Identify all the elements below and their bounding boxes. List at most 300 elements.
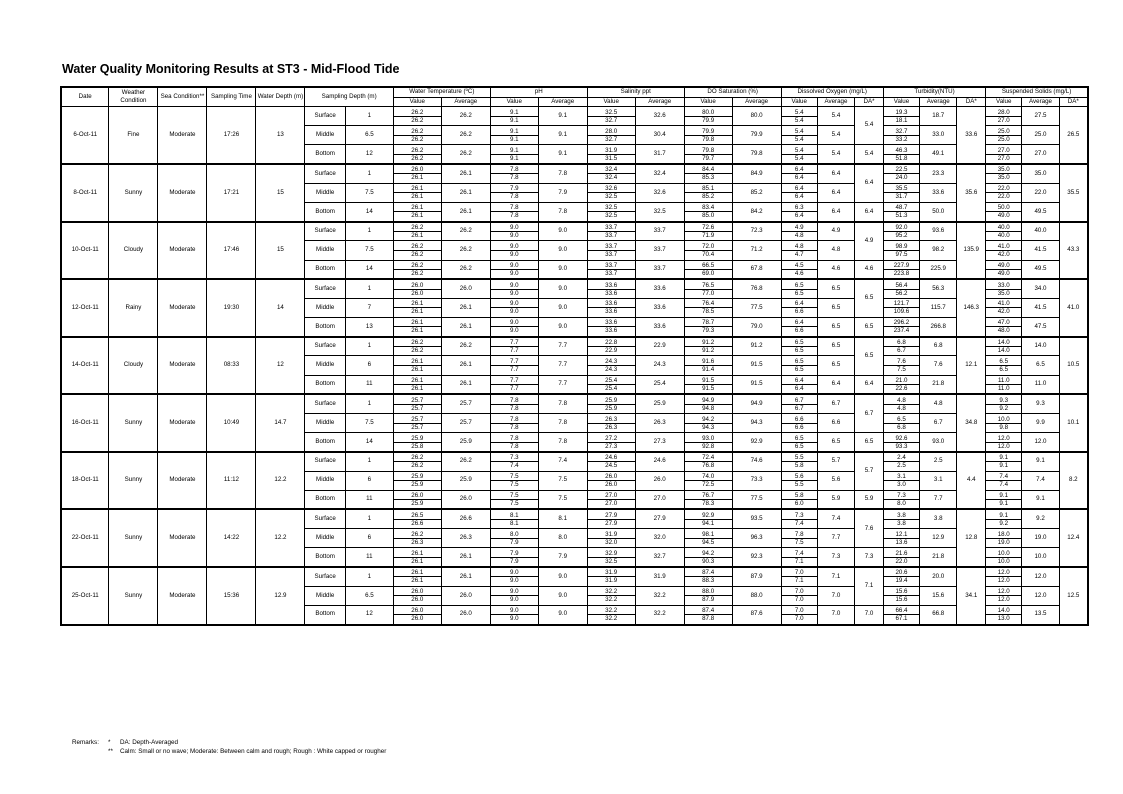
ss-avg-cell: 9.2 bbox=[1022, 509, 1059, 528]
ph-values-2: 9.0 bbox=[509, 327, 519, 335]
do-da-bottom-cell: 5.9 bbox=[855, 490, 884, 509]
do-saturation-values-2: 85.3 bbox=[702, 174, 715, 182]
temp-values-2: 25.7 bbox=[411, 423, 424, 431]
depth-cell: 15 bbox=[256, 164, 305, 222]
salinity-values-1: 32.5 bbox=[588, 204, 635, 212]
level-cell: Surface bbox=[305, 509, 345, 528]
do-saturation-values-1: 91.5 bbox=[685, 377, 732, 385]
ph-values-2: 7.8 bbox=[509, 212, 519, 220]
do-saturation-values-2: 91.4 bbox=[702, 366, 715, 374]
ss-avg-cell: 6.5 bbox=[1022, 356, 1059, 375]
sampling-depth-cell: 1 bbox=[345, 107, 393, 126]
do-saturation-values-2: 94.5 bbox=[702, 538, 715, 546]
turbidity-values bbox=[883, 452, 919, 471]
salinity-values bbox=[587, 509, 635, 528]
turbidity-avg-cell: 21.8 bbox=[920, 548, 957, 567]
do-values bbox=[781, 452, 817, 471]
salinity-values-1: 33.6 bbox=[588, 300, 635, 308]
ph-values-1: 9.1 bbox=[491, 147, 538, 155]
ph-avg-cell: 9.0 bbox=[538, 605, 587, 624]
sea-cell: Moderate bbox=[158, 164, 207, 222]
ph-values-2: 9.0 bbox=[509, 577, 519, 585]
ph-values-1: 9.0 bbox=[491, 300, 538, 308]
do-values-1: 4.8 bbox=[782, 243, 817, 251]
temp-values bbox=[393, 586, 441, 605]
salinity-values-1: 27.0 bbox=[588, 492, 635, 500]
temp-avg-cell: 26.0 bbox=[441, 490, 490, 509]
do-values-1: 5.6 bbox=[782, 473, 817, 481]
date-cell: 10-Oct-11 bbox=[61, 222, 109, 280]
do-da-cell: 4.9 bbox=[855, 222, 884, 260]
sampling-depth-cell: 6 bbox=[345, 471, 393, 490]
do-values-1: 6.4 bbox=[782, 377, 817, 385]
do-saturation-values-1: 66.5 bbox=[685, 262, 732, 270]
do-saturation-avg-cell: 94.3 bbox=[732, 414, 781, 433]
temp-values-1: 26.1 bbox=[394, 377, 441, 385]
do-saturation-avg-cell: 76.8 bbox=[732, 279, 781, 298]
ph-values bbox=[490, 356, 538, 375]
turbidity-values-2: 33.2 bbox=[895, 135, 908, 143]
do-values-1: 6.6 bbox=[782, 416, 817, 424]
ph-values bbox=[490, 529, 538, 548]
turbidity-avg-cell: 15.6 bbox=[920, 586, 957, 605]
ss-values-2: 13.0 bbox=[997, 615, 1010, 623]
turbidity-values bbox=[883, 433, 919, 452]
ss-values-2: 9.1 bbox=[999, 500, 1009, 508]
do-avg-cell: 7.7 bbox=[817, 529, 854, 548]
salinity-avg-cell: 33.7 bbox=[635, 260, 684, 279]
ss-values-1: 22.0 bbox=[986, 185, 1021, 193]
ss-da-cell: 8.2 bbox=[1059, 452, 1088, 510]
salinity-values bbox=[587, 107, 635, 126]
do-saturation-avg-cell: 74.6 bbox=[732, 452, 781, 471]
ss-values-1: 9.1 bbox=[986, 492, 1021, 500]
do-saturation-values-1: 72.0 bbox=[685, 243, 732, 251]
ph-avg-cell: 7.4 bbox=[538, 452, 587, 471]
do-saturation-header: DO Saturation (%) bbox=[684, 87, 781, 97]
turbidity-values bbox=[883, 567, 919, 586]
turbidity-values bbox=[883, 126, 919, 145]
ss-da-cell: 43.3 bbox=[1059, 222, 1088, 280]
do-values-1: 6.5 bbox=[782, 282, 817, 290]
salinity-avg-cell: 33.7 bbox=[635, 222, 684, 241]
do-values-1: 6.5 bbox=[782, 358, 817, 366]
sea-cell: Moderate bbox=[158, 567, 207, 625]
do-saturation-avg-cell: 77.5 bbox=[732, 490, 781, 509]
turbidity-values-1: 296.2 bbox=[884, 319, 919, 327]
temp-values bbox=[393, 490, 441, 509]
temp-values-1: 26.2 bbox=[394, 243, 441, 251]
turbidity-values-2: 15.6 bbox=[895, 596, 908, 604]
salinity-values-1: 32.2 bbox=[588, 588, 635, 596]
remark-text: Calm: Small or no wave; Moderate: Between calm and rough; Rough : White capped or rougher bbox=[120, 748, 387, 755]
table-row bbox=[61, 164, 1088, 183]
do-saturation-values-1: 83.4 bbox=[685, 204, 732, 212]
do-da-cell: 6.7 bbox=[855, 394, 884, 432]
salinity-values-2: 33.7 bbox=[605, 250, 618, 258]
depth-cell: 12.2 bbox=[256, 509, 305, 567]
temp-avg-cell: 26.1 bbox=[441, 567, 490, 586]
ss-avg-cell: 35.0 bbox=[1022, 164, 1059, 183]
do-saturation-values-2: 69.0 bbox=[702, 269, 715, 277]
do-saturation-values-2: 77.0 bbox=[702, 289, 715, 297]
do-avg-cell: 5.4 bbox=[817, 126, 854, 145]
ss-values bbox=[986, 471, 1022, 490]
do-saturation-values-2: 78.3 bbox=[702, 500, 715, 508]
ss-values bbox=[986, 394, 1022, 413]
ph-values bbox=[490, 433, 538, 452]
ss-values bbox=[986, 107, 1022, 126]
temp-avg-cell: 26.2 bbox=[441, 452, 490, 471]
turbidity-values bbox=[883, 183, 919, 202]
temp-values-1: 26.2 bbox=[394, 262, 441, 270]
do-avg-cell: 6.4 bbox=[817, 164, 854, 183]
salinity-values-1: 32.6 bbox=[588, 185, 635, 193]
do-saturation-values bbox=[684, 241, 732, 260]
do-saturation-values-1: 72.6 bbox=[685, 224, 732, 232]
salinity-avg-cell: 25.9 bbox=[635, 394, 684, 413]
do-saturation-values-1: 92.9 bbox=[685, 512, 732, 520]
do-avg-cell: 5.9 bbox=[817, 490, 854, 509]
do-saturation-values bbox=[684, 605, 732, 624]
temp-values-1: 25.9 bbox=[394, 435, 441, 443]
do-saturation-avg-cell: 79.0 bbox=[732, 318, 781, 337]
salinity-avg-cell: 30.4 bbox=[635, 126, 684, 145]
time-cell: 17:46 bbox=[207, 222, 256, 280]
do-values-2: 6.5 bbox=[794, 442, 804, 450]
salinity-values bbox=[587, 414, 635, 433]
ss-values-2: 27.0 bbox=[997, 154, 1010, 162]
date-cell: 18-Oct-11 bbox=[61, 452, 109, 510]
salinity-values-1: 31.9 bbox=[588, 147, 635, 155]
ph-values-1: 8.0 bbox=[491, 531, 538, 539]
do-saturation-values-2: 70.4 bbox=[702, 250, 715, 258]
do-saturation-values-1: 76.5 bbox=[685, 282, 732, 290]
ph-values-2: 9.1 bbox=[509, 116, 519, 124]
turbidity-avg-cell: 50.0 bbox=[920, 202, 957, 221]
date-cell: 12-Oct-11 bbox=[61, 279, 109, 337]
ph-values-2: 7.8 bbox=[509, 193, 519, 201]
do-values-1: 7.4 bbox=[782, 550, 817, 558]
do-values-2: 7.1 bbox=[794, 577, 804, 585]
temp-values-2: 26.2 bbox=[411, 135, 424, 143]
salinity-avg-cell: 32.6 bbox=[635, 183, 684, 202]
ph-values bbox=[490, 394, 538, 413]
do-saturation-avg-cell: 84.2 bbox=[732, 202, 781, 221]
ph-values bbox=[490, 471, 538, 490]
ss-values-1: 14.0 bbox=[986, 607, 1021, 615]
sampling-depth-cell: 11 bbox=[345, 375, 393, 394]
do-values-2: 5.8 bbox=[794, 462, 804, 470]
sampling-depth-cell: 1 bbox=[345, 452, 393, 471]
time-header: Sampling Time bbox=[207, 87, 256, 107]
ph-values-2: 7.5 bbox=[509, 500, 519, 508]
ph-values-1: 7.8 bbox=[491, 397, 538, 405]
ph-values bbox=[490, 183, 538, 202]
do-values-1: 7.0 bbox=[782, 569, 817, 577]
ph-values bbox=[490, 202, 538, 221]
ss-avg-cell: 9.1 bbox=[1022, 452, 1059, 471]
sampling-depth-header: Sampling Depth (m) bbox=[305, 87, 393, 107]
ss-values bbox=[986, 298, 1022, 317]
ph-values-1: 7.7 bbox=[491, 339, 538, 347]
date-cell: 22-Oct-11 bbox=[61, 509, 109, 567]
temp-values bbox=[393, 202, 441, 221]
ss-avg-cell: 10.0 bbox=[1022, 548, 1059, 567]
do-saturation-values-1: 94.2 bbox=[685, 416, 732, 424]
temp-avg-cell: 26.2 bbox=[441, 337, 490, 356]
do-saturation-values bbox=[684, 452, 732, 471]
salinity-values-2: 26.0 bbox=[605, 481, 618, 489]
ss-values-1: 12.0 bbox=[986, 569, 1021, 577]
da-subheader: DA* bbox=[1059, 97, 1088, 107]
do-values-1: 5.8 bbox=[782, 492, 817, 500]
salinity-values-2: 25.9 bbox=[605, 404, 618, 412]
ss-values-1: 7.4 bbox=[986, 473, 1021, 481]
ph-values bbox=[490, 279, 538, 298]
do-values bbox=[781, 586, 817, 605]
do-avg-cell: 6.5 bbox=[817, 318, 854, 337]
depth-header: Water Depth (m) bbox=[256, 87, 305, 107]
ph-values bbox=[490, 337, 538, 356]
turbidity-values bbox=[883, 490, 919, 509]
table-body bbox=[61, 107, 1088, 625]
salinity-values bbox=[587, 433, 635, 452]
salinity-values-2: 32.5 bbox=[605, 212, 618, 220]
turbidity-values bbox=[883, 529, 919, 548]
salinity-values bbox=[587, 183, 635, 202]
da-subheader: DA* bbox=[957, 97, 986, 107]
ph-values bbox=[490, 548, 538, 567]
turbidity-avg-cell: 56.3 bbox=[920, 279, 957, 298]
do-values bbox=[781, 490, 817, 509]
temp-values bbox=[393, 605, 441, 624]
ph-values-2: 7.4 bbox=[509, 462, 519, 470]
temp-values-1: 26.0 bbox=[394, 492, 441, 500]
do-saturation-values-2: 79.9 bbox=[702, 116, 715, 124]
ss-values bbox=[986, 529, 1022, 548]
do-saturation-values-2: 72.5 bbox=[702, 481, 715, 489]
ss-da-cell: 12.5 bbox=[1059, 567, 1088, 625]
salinity-values-1: 27.2 bbox=[588, 435, 635, 443]
salinity-values bbox=[587, 222, 635, 241]
level-cell: Surface bbox=[305, 337, 345, 356]
do-values bbox=[781, 337, 817, 356]
temp-avg-cell: 26.2 bbox=[441, 126, 490, 145]
temp-values-2: 26.2 bbox=[411, 269, 424, 277]
depth-cell: 15 bbox=[256, 222, 305, 280]
ph-values-1: 9.0 bbox=[491, 607, 538, 615]
suspended-solids-header: Suspended Solids (mg/L) bbox=[986, 87, 1088, 97]
temp-values-2: 25.9 bbox=[411, 481, 424, 489]
ss-values-1: 12.0 bbox=[986, 435, 1021, 443]
do-values-2: 5.5 bbox=[794, 481, 804, 489]
temp-avg-cell: 26.2 bbox=[441, 107, 490, 126]
ph-avg-cell: 8.0 bbox=[538, 529, 587, 548]
turbidity-values-1: 6.5 bbox=[884, 416, 919, 424]
value-subheader: Value bbox=[684, 97, 732, 107]
turbidity-values-1: 98.9 bbox=[884, 243, 919, 251]
temp-values-1: 26.1 bbox=[394, 569, 441, 577]
ss-values-1: 27.0 bbox=[986, 147, 1021, 155]
salinity-values-2: 32.4 bbox=[605, 174, 618, 182]
turbidity-values-2: 6.8 bbox=[897, 423, 906, 431]
ph-values-2: 9.0 bbox=[509, 308, 519, 316]
do-avg-cell: 7.0 bbox=[817, 586, 854, 605]
do-values-1: 7.0 bbox=[782, 588, 817, 596]
do-saturation-values-2: 92.8 bbox=[702, 442, 715, 450]
ph-avg-cell: 7.8 bbox=[538, 202, 587, 221]
do-saturation-values-1: 98.1 bbox=[685, 531, 732, 539]
level-cell: Bottom bbox=[305, 145, 345, 164]
sampling-depth-cell: 1 bbox=[345, 394, 393, 413]
turbidity-values-2: 22.0 bbox=[895, 557, 908, 565]
do-avg-cell: 6.5 bbox=[817, 298, 854, 317]
do-saturation-values bbox=[684, 260, 732, 279]
do-da-cell: 7.1 bbox=[855, 567, 884, 605]
salinity-values bbox=[587, 490, 635, 509]
depth-cell: 13 bbox=[256, 107, 305, 165]
ss-values-2: 9.1 bbox=[999, 462, 1009, 470]
ss-avg-cell: 41.5 bbox=[1022, 298, 1059, 317]
temp-values-1: 25.7 bbox=[394, 397, 441, 405]
average-subheader: Average bbox=[920, 97, 957, 107]
turbidity-values-1: 21.6 bbox=[884, 550, 919, 558]
temp-values-2: 26.2 bbox=[411, 462, 424, 470]
turbidity-values-2: 56.2 bbox=[895, 289, 908, 297]
ph-values bbox=[490, 414, 538, 433]
do-values-2: 6.6 bbox=[794, 308, 804, 316]
salinity-values-2: 24.3 bbox=[605, 366, 618, 374]
turbidity-values bbox=[883, 337, 919, 356]
temp-values-1: 26.1 bbox=[394, 204, 441, 212]
level-cell: Surface bbox=[305, 452, 345, 471]
temp-values bbox=[393, 529, 441, 548]
ss-values-2: 6.5 bbox=[999, 366, 1009, 374]
sea-header: Sea Condition** bbox=[158, 87, 207, 107]
salinity-values bbox=[587, 337, 635, 356]
temp-values-1: 26.2 bbox=[394, 531, 441, 539]
do-avg-cell: 7.4 bbox=[817, 509, 854, 528]
ph-values-2: 7.8 bbox=[509, 404, 519, 412]
turbidity-values-2: 31.7 bbox=[895, 193, 908, 201]
weather-cell: Sunny bbox=[109, 509, 158, 567]
do-saturation-avg-cell: 79.8 bbox=[732, 145, 781, 164]
date-cell: 8-Oct-11 bbox=[61, 164, 109, 222]
remarks bbox=[72, 738, 386, 756]
temp-avg-cell: 26.2 bbox=[441, 145, 490, 164]
sampling-depth-cell: 1 bbox=[345, 567, 393, 586]
turbidity-avg-cell: 93.0 bbox=[920, 433, 957, 452]
ss-avg-cell: 22.0 bbox=[1022, 183, 1059, 202]
sampling-depth-cell: 1 bbox=[345, 509, 393, 528]
do-avg-cell: 6.5 bbox=[817, 337, 854, 356]
turbidity-values-1: 92.0 bbox=[884, 224, 919, 232]
temp-values-2: 26.1 bbox=[411, 231, 424, 239]
do-saturation-values-2: 87.8 bbox=[702, 615, 715, 623]
level-cell: Bottom bbox=[305, 318, 345, 337]
table-row bbox=[61, 279, 1088, 298]
ss-values bbox=[986, 279, 1022, 298]
level-cell: Middle bbox=[305, 298, 345, 317]
do-saturation-avg-cell: 92.9 bbox=[732, 433, 781, 452]
turbidity-avg-cell: 21.8 bbox=[920, 375, 957, 394]
date-cell: 6-Oct-11 bbox=[61, 107, 109, 165]
salinity-values bbox=[587, 298, 635, 317]
do-da-cell: 5.4 bbox=[855, 107, 884, 145]
level-cell: Bottom bbox=[305, 202, 345, 221]
sampling-depth-cell: 7.5 bbox=[345, 414, 393, 433]
level-cell: Bottom bbox=[305, 605, 345, 624]
ph-values bbox=[490, 260, 538, 279]
do-da-bottom-cell: 6.5 bbox=[855, 318, 884, 337]
do-avg-cell: 6.5 bbox=[817, 279, 854, 298]
temp-values-1: 26.1 bbox=[394, 319, 441, 327]
salinity-values-1: 32.5 bbox=[588, 109, 635, 117]
turbidity-values-2: 24.0 bbox=[895, 174, 908, 182]
ss-values-2: 48.0 bbox=[997, 327, 1010, 335]
turbidity-values-2: 3.0 bbox=[897, 481, 906, 489]
temp-values-1: 26.0 bbox=[394, 166, 441, 174]
do-saturation-avg-cell: 77.5 bbox=[732, 298, 781, 317]
weather-cell: Cloudy bbox=[109, 337, 158, 395]
salinity-values bbox=[587, 318, 635, 337]
salinity-values-2: 32.7 bbox=[605, 116, 618, 124]
remarks-label: Remarks: bbox=[72, 739, 99, 746]
turbidity-avg-cell: 6.7 bbox=[920, 414, 957, 433]
do-values-2: 5.4 bbox=[794, 135, 804, 143]
turbidity-values bbox=[883, 586, 919, 605]
salinity-avg-cell: 25.4 bbox=[635, 375, 684, 394]
do-saturation-avg-cell: 67.8 bbox=[732, 260, 781, 279]
do-avg-cell: 4.6 bbox=[817, 260, 854, 279]
ph-values-2: 9.1 bbox=[509, 135, 519, 143]
temp-values-2: 26.2 bbox=[411, 250, 424, 258]
do-values-1: 6.5 bbox=[782, 435, 817, 443]
level-cell: Middle bbox=[305, 529, 345, 548]
temp-values-2: 26.1 bbox=[411, 308, 424, 316]
do-values bbox=[781, 202, 817, 221]
turbidity-values-1: 20.6 bbox=[884, 569, 919, 577]
temp-values-1: 26.2 bbox=[394, 224, 441, 232]
turbidity-da-cell: 33.6 bbox=[957, 107, 986, 165]
turbidity-values-1: 7.3 bbox=[884, 492, 919, 500]
ss-values-1: 50.0 bbox=[986, 204, 1021, 212]
do-avg-cell: 6.5 bbox=[817, 433, 854, 452]
temp-values bbox=[393, 126, 441, 145]
salinity-header: Salinity ppt bbox=[587, 87, 684, 97]
ss-values bbox=[986, 586, 1022, 605]
ss-avg-cell: 34.0 bbox=[1022, 279, 1059, 298]
salinity-values-1: 32.4 bbox=[588, 166, 635, 174]
ph-values-1: 7.5 bbox=[491, 473, 538, 481]
salinity-avg-cell: 27.0 bbox=[635, 490, 684, 509]
header-row-top bbox=[61, 87, 1088, 97]
sea-cell: Moderate bbox=[158, 222, 207, 280]
turbidity-values-1: 121.7 bbox=[884, 300, 919, 308]
salinity-avg-cell: 32.5 bbox=[635, 202, 684, 221]
turbidity-values-1: 15.6 bbox=[884, 588, 919, 596]
salinity-values bbox=[587, 164, 635, 183]
ph-values bbox=[490, 586, 538, 605]
temp-avg-cell: 25.9 bbox=[441, 433, 490, 452]
sampling-depth-cell: 6 bbox=[345, 529, 393, 548]
turbidity-values-1: 35.5 bbox=[884, 185, 919, 193]
do-saturation-values bbox=[684, 183, 732, 202]
do-da-cell: 6.5 bbox=[855, 337, 884, 375]
ph-values-2: 9.1 bbox=[509, 154, 519, 162]
sampling-depth-cell: 14 bbox=[345, 202, 393, 221]
